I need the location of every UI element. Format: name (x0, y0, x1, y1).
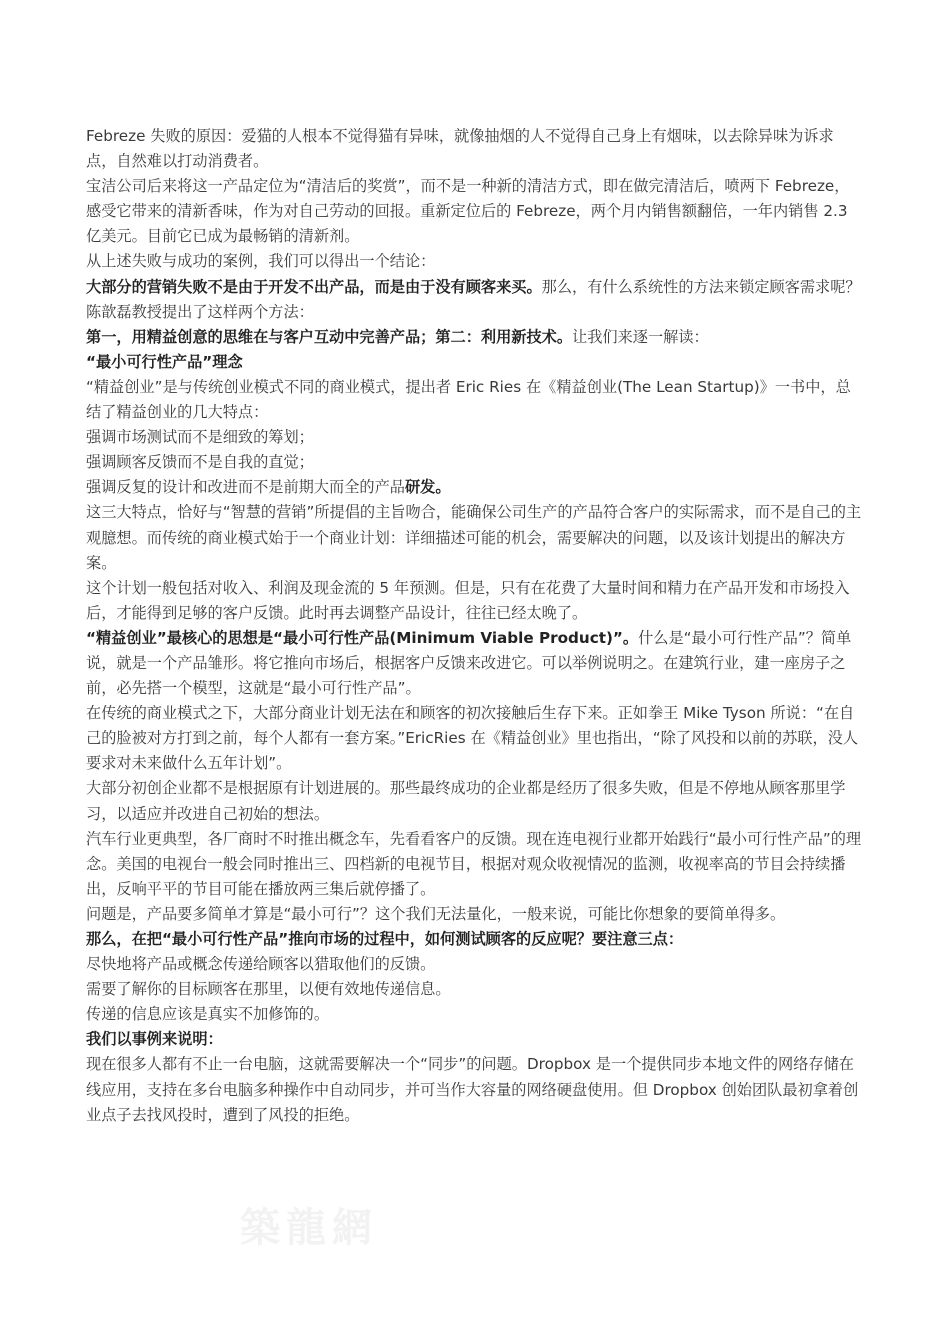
bold-text: 我们以事例来说明： (86, 1030, 223, 1049)
paragraph (86, 626, 864, 701)
paragraph (86, 350, 864, 375)
paragraph (86, 977, 864, 1002)
body-text: 在传统的商业模式之下，大部分商业计划无法在和顾客的初次接触后生存下来。正如拳王 Mike Tyson 所说：“在自己的脸被对方打到之前，每个人都有一套方案。”EricRies 在《精益创业》里也指出，“除了风投和以前的苏联，没人要求对未来做什么五年计划”。 (86, 704, 859, 773)
paragraph (86, 576, 864, 626)
body-text: 强调顾客反馈而不是自我的直觉； (86, 453, 314, 472)
body-text: 那么，有什么系统性的方法来锁定顾客需求呢？ (541, 277, 861, 296)
body-text: 需要了解你的目标顾客在那里，以便有效地传递信息。 (86, 980, 451, 999)
bold-text: 第一，用精益创意的思维在与客户互动中完善产品；第二：利用新技术。 (86, 327, 572, 346)
paragraph (86, 249, 864, 274)
paragraph (86, 1002, 864, 1027)
paragraph (86, 776, 864, 826)
body-text: 陈歆磊教授提出了这样两个方法： (86, 302, 314, 321)
body-text: 什么是“最小可行性产品”？简单说，就是一个产品雏形。将它推向市场后，根据客户反馈来改进它。可以举例说明之。在建筑行业，建一座房子之前，必先搭一个模型，这就是“最小可行性产品”。 (86, 628, 852, 698)
paragraph (86, 475, 864, 500)
body-text: 尽快地将产品或概念传递给顾客以猎取他们的反馈。 (86, 955, 436, 974)
body-text: 大部分初创企业都不是根据原有计划进展的。那些最终成功的企业都是经历了很多失败，但是不停地从顾客那里学习，以适应并改进自己初始的想法。 (86, 779, 846, 823)
body-text: 这三大特点，恰好与“智慧的营销”所提倡的主旨吻合，能确保公司生产的产品符合客户的实际需求，而不是自己的主观臆想。而传统的商业模式始于一个商业计划：详细描述可能的机会，需要解决的问题，以及该计划提出的解决方案。 (86, 503, 862, 572)
body-text: 宝洁公司后来将这一产品定位为“清洁后的奖赏”，而不是一种新的清洁方式，即在做完清洁后，喷两下 Febreze，感受它带来的清新香味，作为对自己劳动的回报。重新定位后的 Febreze，两个月内销售额翻倍，一年内销售 2.3 亿美元。目前它已成为最畅销的清新剂。 (86, 177, 850, 246)
paragraph (86, 174, 864, 249)
body-text: 这个计划一般包括对收入、利润及现金流的 5 年预测。但是，只有在花费了大量时间和精力在产品开发和市场投入后，才能得到足够的客户反馈。此时再去调整产品设计，往往已经太晚了。 (86, 578, 850, 622)
body-text: “精益创业”是与传统创业模式不同的商业模式，提出者 Eric Ries 在《精益创业(The Lean Startup)》一书中，总结了精益创业的几大特点： (86, 377, 851, 422)
paragraph (86, 827, 864, 902)
bold-text: 大部分的营销失败不是由于开发不出产品，而是由于没有顾客来买。 (86, 277, 542, 296)
bold-text: “精益创业”最核心的思想是“最小可行性产品(Minimum Viable Product)”。 (86, 628, 639, 647)
paragraph (86, 425, 864, 450)
bold-text: “最小可行性产品”理念 (86, 352, 243, 371)
document-body (86, 124, 864, 1128)
bold-text: 那么，在把“最小可行性产品”推向市场的过程中，如何测试顾客的反应呢？要注意三点： (86, 930, 684, 948)
paragraph (86, 300, 864, 325)
paragraph (86, 375, 864, 425)
paragraph (86, 952, 864, 977)
paragraph (86, 124, 864, 174)
paragraph (86, 275, 864, 300)
body-text: 传递的信息应该是真实不加修饰的。 (86, 1005, 329, 1024)
watermark-logo: 築龍網 (240, 1204, 378, 1251)
body-text: Febreze 失败的原因：爱猫的人根本不觉得猫有异味，就像抽烟的人不觉得自己身上有烟味，以去除异味为诉求点，自然难以打动消费者。 (86, 127, 834, 171)
body-text: 从上述失败与成功的案例，我们可以得出一个结论： (86, 252, 436, 271)
body-text: 汽车行业更典型，各厂商时不时推出概念车，先看看客户的反馈。现在连电视行业都开始践行“最小可行性产品”的理念。美国的电视台一般会同时推出三、四档新的电视节目，根据对观众收视情况的监测，收视率高的节目会持续播出，反响平平的节目可能在播放两三集后就停播了。 (86, 829, 862, 898)
paragraph (86, 902, 864, 927)
body-text: 现在很多人都有不止一台电脑，这就需要解决一个“同步”的问题。Dropbox 是一个提供同步本地文件的网络存储在线应用，支持在多台电脑多种操作中自动同步，并可当作大容量的网络硬盘使用。但 Dropbox 创始团队最初拿着创业点子去找风投时，遭到了风投的拒绝。 (86, 1055, 859, 1124)
paragraph (86, 701, 864, 776)
paragraph (86, 1027, 864, 1052)
paragraph (86, 1052, 864, 1127)
paragraph (86, 500, 864, 575)
paragraph (86, 325, 864, 350)
body-text: 问题是，产品要多简单才算是“最小可行”？这个我们无法量化，一般来说，可能比你想象的要简单得多。 (86, 904, 786, 923)
paragraph (86, 450, 864, 475)
body-text: 强调反复的设计和改进而不是前期大而全的产品 (86, 478, 405, 497)
paragraph (86, 927, 864, 952)
body-text: 强调市场测试而不是细致的筹划； (86, 428, 314, 447)
bold-text: 研发。 (404, 478, 451, 497)
body-text: 让我们来逐一解读： (572, 327, 709, 346)
